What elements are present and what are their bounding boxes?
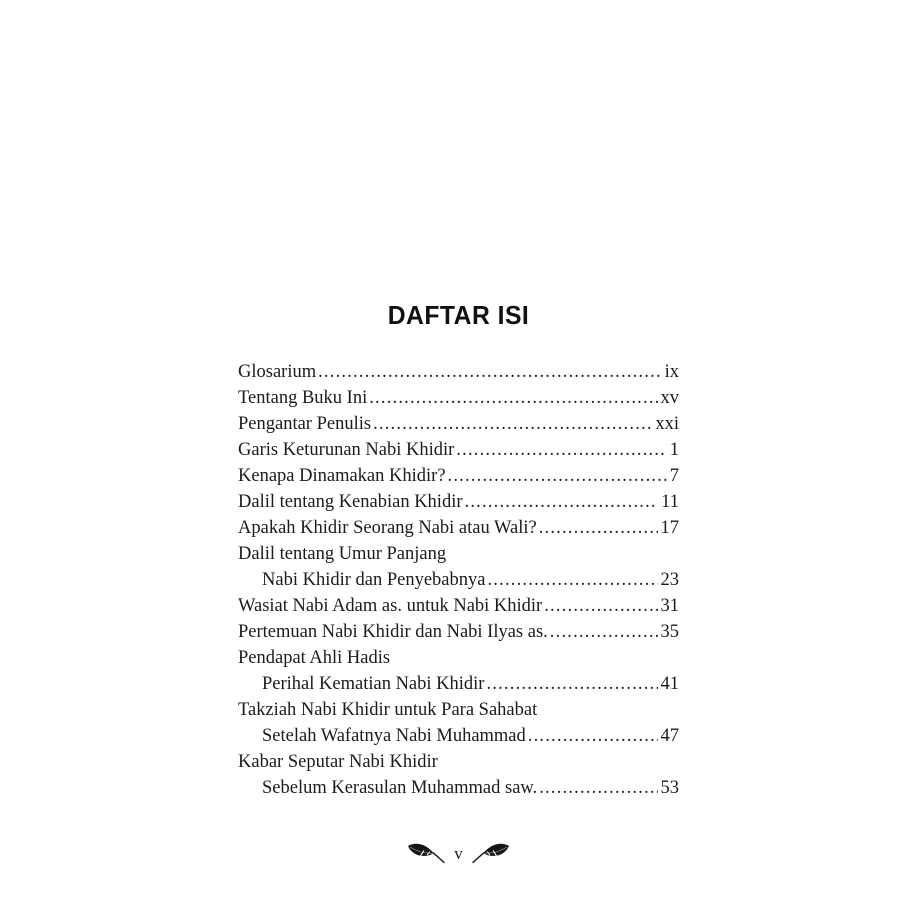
toc-entry-runover xyxy=(238,723,679,749)
dot-leader xyxy=(448,463,667,489)
toc-entry-label: Pengantar Penulis xyxy=(238,414,372,434)
page-title: DAFTAR ISI xyxy=(387,300,530,330)
toc-list xyxy=(238,359,679,801)
toc-entry-label: Apakah Khidir Seorang Nabi atau Wali? xyxy=(238,518,537,538)
toc-entry-label: Tentang Buku Ini xyxy=(238,388,368,408)
toc-entry xyxy=(238,385,679,411)
toc-entry-label: Kabar Seputar Nabi Khidir xyxy=(238,752,438,772)
dot-leader xyxy=(539,515,658,541)
toc-entry-label: Garis Keturunan Nabi Khidir xyxy=(238,440,455,460)
toc-entry-page: 35 xyxy=(660,622,679,642)
toc-entry-page: 41 xyxy=(660,674,679,694)
dot-leader xyxy=(528,723,658,749)
toc-entry-runover-head xyxy=(238,697,679,723)
toc-entry-runover-head xyxy=(238,749,679,775)
toc-entry-runover xyxy=(238,775,679,801)
dot-leader xyxy=(369,385,657,411)
toc-entry-runover xyxy=(238,567,679,593)
toc-entry xyxy=(238,411,679,437)
toc-entry-label: Perihal Kematian Nabi Khidir xyxy=(262,674,485,694)
toc-entry xyxy=(238,463,679,489)
toc-entry-page: 23 xyxy=(660,570,679,590)
toc-entry-label: Takziah Nabi Khidir untuk Para Sahabat xyxy=(238,700,538,720)
toc-entry-label: Glosarium xyxy=(238,362,317,382)
toc-entry-page: 17 xyxy=(660,518,679,538)
toc-entry-page: 53 xyxy=(660,778,679,798)
dot-leader xyxy=(539,775,657,801)
dot-leader xyxy=(544,593,657,619)
dot-leader xyxy=(373,411,652,437)
toc-entry-label: Kenapa Dinamakan Khidir? xyxy=(238,466,446,486)
dot-leader xyxy=(318,359,662,385)
toc-entry-page: 7 xyxy=(669,466,679,486)
toc-entry-label: Pertemuan Nabi Khidir dan Nabi Ilyas as. xyxy=(238,622,548,642)
dot-leader xyxy=(550,619,658,645)
toc-entry-page: 1 xyxy=(669,440,679,460)
toc-entry-runover xyxy=(238,671,679,697)
dot-leader xyxy=(486,671,657,697)
toc-entry-label: Wasiat Nabi Adam as. untuk Nabi Khidir xyxy=(238,596,543,616)
folio-page-number: v xyxy=(454,843,463,863)
toc-entry-label: Dalil tentang Kenabian Khidir xyxy=(238,492,463,512)
toc-entry-runover-head xyxy=(238,645,679,671)
dot-leader xyxy=(456,437,666,463)
dot-leader xyxy=(465,489,659,515)
toc-entry xyxy=(238,489,679,515)
page-footer xyxy=(238,840,679,866)
toc-entry-label: Dalil tentang Umur Panjang xyxy=(238,544,447,564)
toc-entry-page: xxi xyxy=(655,414,679,434)
toc-entry-page: 31 xyxy=(660,596,679,616)
toc-entry xyxy=(238,515,679,541)
toc-entry-page: 47 xyxy=(660,726,679,746)
toc-entry-page: ix xyxy=(664,362,679,382)
toc-entry xyxy=(238,437,679,463)
dot-leader xyxy=(487,567,657,593)
toc-entry xyxy=(238,593,679,619)
toc-entry-label: Pendapat Ahli Hadis xyxy=(238,648,391,668)
feather-right-icon xyxy=(472,842,510,864)
toc-entry-page: 11 xyxy=(661,492,679,512)
toc-entry-page: xv xyxy=(660,388,679,408)
feather-left-icon xyxy=(407,842,445,864)
toc-entry-label: Nabi Khidir dan Penyebabnya xyxy=(262,570,486,590)
toc-entry-runover-head xyxy=(238,541,679,567)
toc-entry xyxy=(238,359,679,385)
toc-entry xyxy=(238,619,679,645)
toc-entry-label: Sebelum Kerasulan Muhammad saw. xyxy=(262,778,538,798)
toc-entry-label: Setelah Wafatnya Nabi Muhammad xyxy=(262,726,526,746)
